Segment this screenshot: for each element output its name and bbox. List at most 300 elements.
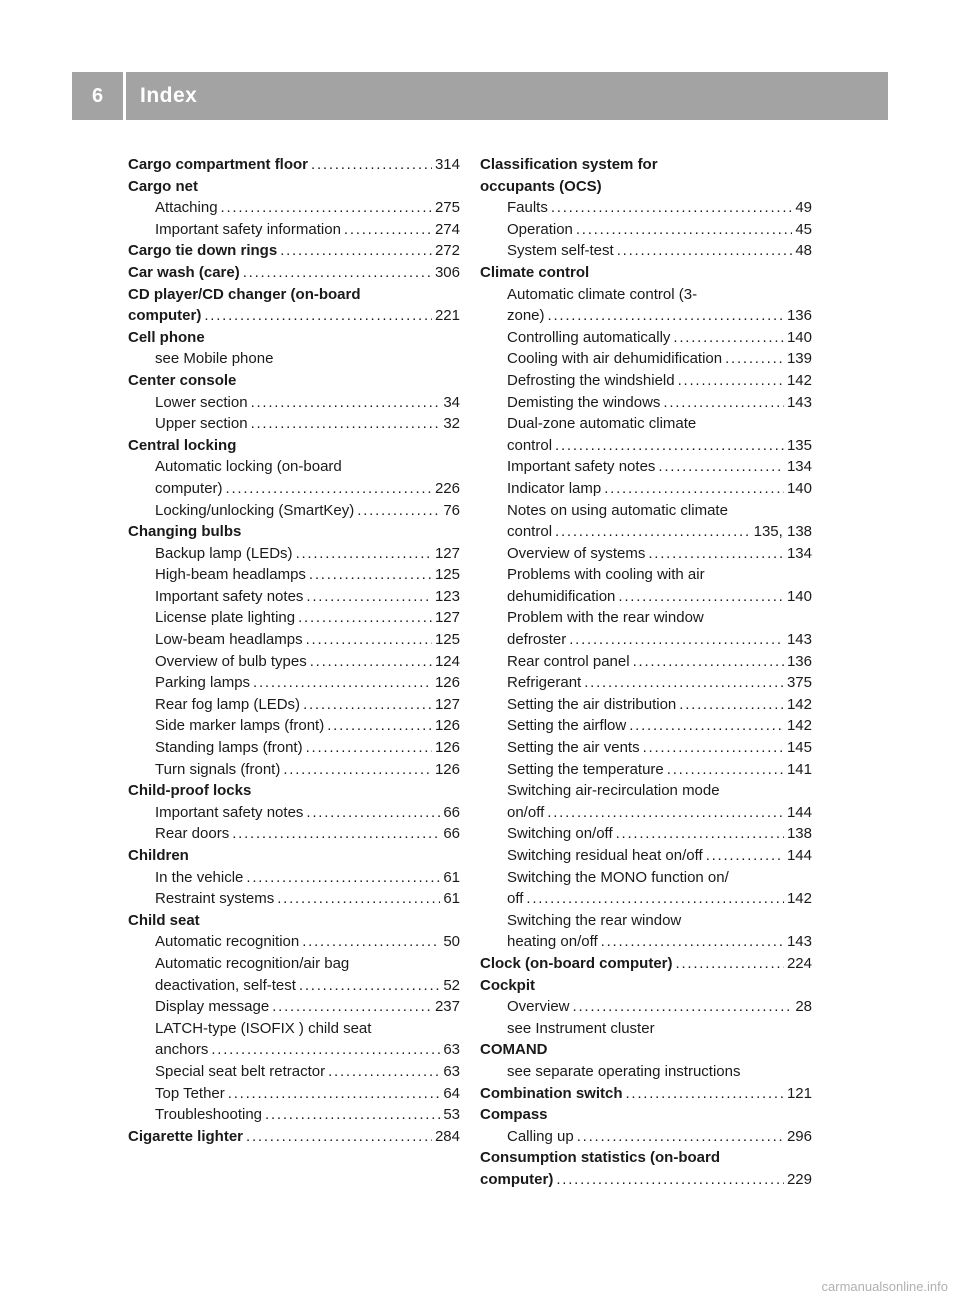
entry-text: Child-proof locks (128, 782, 252, 800)
leader-dots (555, 521, 751, 543)
entry-text: Defrosting the windshield (507, 371, 675, 389)
index-entry (480, 1039, 812, 1061)
entry-text: Upper section (155, 415, 248, 433)
index-subentry (128, 543, 460, 565)
entry-text: Display message (155, 998, 270, 1016)
leader-dots (576, 219, 792, 241)
leader-dots (311, 154, 432, 176)
leader-dots (243, 262, 432, 284)
index-subentry (480, 910, 812, 932)
page-reference: 145 (786, 739, 812, 757)
leader-dots (204, 305, 432, 327)
entry-text: see Mobile phone (155, 350, 274, 368)
leader-dots (309, 564, 432, 586)
entry-text: Car wash (care) (128, 263, 240, 281)
index-entry (128, 435, 460, 457)
leader-dots (616, 823, 784, 845)
index-subentry (128, 586, 460, 608)
index-subentry (480, 370, 812, 392)
index-subentry (128, 500, 460, 522)
page-reference: 221 (434, 307, 460, 325)
page-reference: 61 (443, 868, 460, 886)
page-reference: 61 (443, 890, 460, 908)
entry-text: anchors (155, 1041, 209, 1059)
page-reference: 143 (786, 933, 812, 951)
index-subentry (480, 1018, 812, 1040)
page-reference: 124 (434, 652, 460, 670)
leader-dots (246, 1126, 432, 1148)
entry-text: Turn signals (front) (155, 760, 281, 778)
leader-dots (547, 802, 784, 824)
leader-dots (618, 586, 784, 608)
entry-text: In the vehicle (155, 868, 244, 886)
entry-text: Standing lamps (front) (155, 739, 303, 757)
entry-text: occupants (OCS) (480, 177, 602, 195)
index-subentry (128, 737, 460, 759)
page-reference: 127 (434, 695, 460, 713)
entry-text: Compass (480, 1106, 548, 1124)
page-reference: 52 (443, 976, 460, 994)
leader-dots (228, 1083, 441, 1105)
index-entry (480, 1147, 812, 1169)
index-subentry (480, 456, 812, 478)
leader-dots (667, 759, 784, 781)
page-reference: 126 (434, 760, 460, 778)
page-reference: 134 (786, 458, 812, 476)
entry-text: Center console (128, 371, 237, 389)
index-subentry (128, 456, 460, 478)
index-entry (128, 370, 460, 392)
index-subentry (480, 564, 812, 586)
leader-dots (357, 500, 440, 522)
index-subentry (128, 694, 460, 716)
index-subentry (128, 564, 460, 586)
page-reference: 66 (443, 803, 460, 821)
index-subentry (480, 219, 812, 241)
entry-text: see separate operating instructions (507, 1062, 741, 1080)
index-entry (128, 176, 460, 198)
leader-dots (306, 737, 432, 759)
entry-text: Overview of systems (507, 544, 646, 562)
watermark: carmanualsonline.info (821, 1279, 948, 1294)
page-reference: 53 (443, 1106, 460, 1124)
index-subentry (480, 996, 812, 1018)
leader-dots (310, 651, 432, 673)
index-subentry (128, 197, 460, 219)
page-number: 6 (72, 72, 126, 120)
entry-text: Cargo compartment floor (128, 156, 309, 173)
leader-dots (526, 888, 784, 910)
page-reference: 136 (786, 307, 812, 325)
entry-text: Combination switch (480, 1084, 623, 1102)
leader-dots (246, 867, 440, 889)
page-reference: 274 (434, 220, 460, 238)
entry-text: Switching the rear window (507, 911, 682, 929)
page-reference: 139 (786, 350, 812, 368)
index-entry (480, 262, 812, 284)
entry-text: COMAND (480, 1041, 548, 1059)
index-column-left (128, 154, 460, 1147)
entry-text: Restraint systems (155, 890, 275, 908)
entry-text: Rear control panel (507, 652, 630, 670)
index-entry (128, 240, 460, 262)
entry-text: Overview (507, 998, 570, 1016)
page-reference: 142 (786, 717, 812, 735)
entry-text: Climate control (480, 263, 590, 281)
index-subentry (128, 953, 460, 975)
entry-text: Backup lamp (LEDs) (155, 544, 293, 562)
index-column-right (480, 154, 812, 1191)
entry-text: heating on/off (507, 933, 598, 951)
page-reference: 49 (795, 199, 812, 217)
page-reference: 143 (786, 393, 812, 411)
section-title: Index (140, 84, 198, 107)
index-entry (480, 1104, 812, 1126)
entry-text: Controlling automatically (507, 328, 671, 346)
entry-text: Automatic recognition (155, 933, 300, 951)
leader-dots (251, 413, 441, 435)
entry-text: Cooling with air dehumidification (507, 350, 723, 368)
page-reference: 296 (786, 1127, 812, 1145)
index-subentry (128, 1039, 460, 1061)
page-reference: 143 (786, 631, 812, 649)
index-entry (128, 262, 460, 284)
index-entry (128, 284, 460, 306)
entry-text: Side marker lamps (front) (155, 717, 325, 735)
index-subentry (480, 780, 812, 802)
leader-dots (551, 197, 792, 219)
page-reference: 229 (786, 1170, 812, 1188)
entry-text: Child seat (128, 911, 200, 929)
entry-text: dehumidification (507, 587, 616, 605)
leader-dots (629, 715, 784, 737)
index-subentry (128, 759, 460, 781)
page-reference: 34 (443, 393, 460, 411)
page-reference: 375 (786, 674, 812, 692)
entry-text: Setting the airflow (507, 717, 627, 735)
page-reference: 48 (795, 242, 812, 260)
index-subentry (480, 1126, 812, 1148)
leader-dots (643, 737, 784, 759)
index-subentry (128, 975, 460, 997)
entry-text: Lower section (155, 393, 248, 411)
page-reference: 142 (786, 371, 812, 389)
index-subentry (480, 629, 812, 651)
leader-dots (328, 1061, 440, 1083)
entry-text: Faults (507, 199, 548, 217)
leader-dots (658, 456, 784, 478)
index-subentry (480, 327, 812, 349)
entry-text: Switching air-recirculation mode (507, 782, 720, 800)
entry-text: Notes on using automatic climate (507, 501, 728, 519)
index-subentry (480, 500, 812, 522)
page-reference: 66 (443, 825, 460, 843)
page-reference: 127 (434, 544, 460, 562)
entry-text: Locking/unlocking (SmartKey) (155, 501, 355, 519)
index-subentry (480, 305, 812, 327)
page-reference: 50 (443, 933, 460, 951)
index-entry (480, 154, 812, 176)
entry-text: Automatic recognition/air bag (155, 954, 350, 972)
page-reference: 123 (434, 587, 460, 605)
index-subentry (480, 823, 812, 845)
page-reference: 64 (443, 1084, 460, 1102)
page-reference: 127 (434, 609, 460, 627)
leader-dots (221, 197, 432, 219)
index-entry (480, 1083, 812, 1105)
index-subentry (480, 240, 812, 262)
page-reference: 76 (443, 501, 460, 519)
entry-text: Switching the MONO function on/ (507, 868, 729, 886)
entry-text: deactivation, self-test (155, 976, 296, 994)
entry-text: Low-beam headlamps (155, 631, 303, 649)
entry-text: Classification system for (480, 156, 658, 173)
leader-dots (296, 543, 432, 565)
entry-text: CD player/CD changer (on-board (128, 285, 361, 303)
entry-text: System self-test (507, 242, 614, 260)
index-entry (128, 327, 460, 349)
leader-dots (251, 392, 441, 414)
index-entry (480, 1169, 812, 1191)
page-header (72, 72, 888, 120)
leader-dots (633, 651, 784, 673)
entry-text: Demisting the windows (507, 393, 661, 411)
index-subentry (480, 737, 812, 759)
page-reference: 138 (786, 825, 812, 843)
entry-text: computer) (128, 307, 202, 325)
leader-dots (676, 953, 784, 975)
leader-dots (211, 1039, 440, 1061)
leader-dots (706, 845, 784, 867)
entry-text: Troubleshooting (155, 1106, 263, 1124)
entry-text: Cargo tie down rings (128, 242, 278, 260)
page-reference: 144 (786, 847, 812, 864)
index-subentry (128, 607, 460, 629)
entry-text: control (507, 436, 553, 454)
entry-text: off (507, 890, 524, 908)
index-subentry (128, 651, 460, 673)
page-reference: 125 (434, 631, 460, 649)
index-subentry (480, 521, 812, 543)
index-subentry (480, 586, 812, 608)
leader-dots (253, 672, 432, 694)
index-subentry (128, 348, 460, 370)
index-entry (128, 845, 460, 867)
entry-text: Problems with cooling with air (507, 566, 705, 584)
entry-text: Setting the air distribution (507, 695, 677, 713)
index-subentry (480, 802, 812, 824)
index-subentry (480, 867, 812, 889)
index-entry (480, 176, 812, 198)
entry-text: Refrigerant (507, 674, 582, 692)
index-subentry (480, 931, 812, 953)
page-reference: 272 (434, 242, 460, 260)
entry-text: Attaching (155, 199, 218, 217)
leader-dots (306, 586, 432, 608)
leader-dots (344, 219, 432, 241)
page-reference: 142 (786, 695, 812, 713)
entry-text: Switching on/off (507, 825, 613, 843)
entry-text: Rear fog lamp (LEDs) (155, 695, 301, 713)
page-reference: 224 (786, 954, 812, 972)
entry-text: Consumption statistics (on-board (480, 1149, 720, 1167)
leader-dots (232, 823, 440, 845)
page-reference: 306 (434, 263, 460, 281)
index-subentry (480, 543, 812, 565)
index-subentry (480, 845, 812, 867)
leader-dots (277, 888, 440, 910)
leader-dots (663, 392, 784, 414)
leader-dots (725, 348, 784, 370)
page-reference: 126 (434, 674, 460, 692)
index-subentry (128, 823, 460, 845)
leader-dots (678, 370, 784, 392)
page-reference: 275 (434, 199, 460, 217)
page-reference: 142 (786, 890, 812, 908)
entry-text: Cigarette lighter (128, 1127, 244, 1145)
entry-text: computer) (480, 1170, 554, 1188)
leader-dots (306, 802, 440, 824)
index-entry (128, 780, 460, 802)
entry-text: Central locking (128, 436, 237, 454)
entry-text: Rear doors (155, 825, 230, 843)
index-subentry (128, 1018, 460, 1040)
leader-dots (555, 435, 784, 457)
index-subentry (128, 413, 460, 435)
entry-text: License plate lighting (155, 609, 296, 627)
page-reference: 136 (786, 652, 812, 670)
index-subentry (128, 392, 460, 414)
page-reference: 144 (786, 803, 812, 821)
entry-text: Cell phone (128, 328, 205, 346)
leader-dots (327, 715, 432, 737)
leader-dots (283, 759, 432, 781)
page-reference: 126 (434, 739, 460, 757)
entry-text: Important safety notes (155, 587, 304, 605)
leader-dots (569, 629, 784, 651)
page-reference: 140 (786, 587, 812, 605)
index-subentry (128, 931, 460, 953)
page-reference: 63 (443, 1062, 460, 1080)
page-reference: 126 (434, 717, 460, 735)
entry-text: computer) (155, 479, 223, 497)
entry-text: Important safety information (155, 220, 341, 238)
entry-text: Overview of bulb types (155, 652, 307, 670)
entry-text: Clock (on-board computer) (480, 954, 673, 972)
entry-text: control (507, 523, 553, 541)
leader-dots (679, 694, 784, 716)
index-entry (480, 953, 812, 975)
leader-dots (626, 1083, 784, 1105)
leader-dots (306, 629, 432, 651)
page-reference: 140 (786, 479, 812, 497)
page-reference: 226 (434, 479, 460, 497)
entry-text: Setting the temperature (507, 760, 664, 778)
page-reference: 135 (786, 436, 812, 454)
index-subentry (128, 1104, 460, 1126)
index-subentry (480, 392, 812, 414)
entry-text: Changing bulbs (128, 523, 242, 541)
page-reference: 32 (443, 415, 460, 433)
page-reference: 284 (434, 1127, 460, 1145)
entry-text: zone) (507, 307, 545, 325)
leader-dots (302, 931, 440, 953)
leader-dots (226, 478, 432, 500)
index-subentry (128, 802, 460, 824)
page-reference: 314 (434, 156, 460, 173)
index-subentry (480, 759, 812, 781)
page-reference: 140 (786, 328, 812, 346)
index-entry (128, 1126, 460, 1148)
leader-dots (548, 305, 784, 327)
leader-dots (298, 607, 432, 629)
index-subentry (480, 197, 812, 219)
entry-text: Setting the air vents (507, 739, 640, 757)
entry-text: Dual-zone automatic climate (507, 415, 697, 433)
index-subentry (128, 629, 460, 651)
entry-text: Important safety notes (155, 803, 304, 821)
entry-text: LATCH-type (ISOFIX ) child seat (155, 1019, 372, 1037)
index-subentry (128, 888, 460, 910)
index-subentry (480, 672, 812, 694)
entry-text: Automatic climate control (3- (507, 285, 698, 303)
page-reference: 237 (434, 998, 460, 1016)
entry-text: Indicator lamp (507, 479, 602, 497)
page-reference: 125 (434, 566, 460, 584)
index-entry (128, 910, 460, 932)
index-subentry (128, 1083, 460, 1105)
index-subentry (480, 435, 812, 457)
entry-text: Switching residual heat on/off (507, 847, 703, 864)
entry-text: Problem with the rear window (507, 609, 704, 627)
leader-dots (604, 478, 784, 500)
entry-text: see Instrument cluster (507, 1019, 655, 1037)
index-subentry (480, 348, 812, 370)
entry-text: Operation (507, 220, 573, 238)
index-subentry (128, 219, 460, 241)
entry-text: Cargo net (128, 177, 199, 195)
leader-dots (648, 543, 784, 565)
entry-text: Cockpit (480, 976, 536, 994)
entry-text: Important safety notes (507, 458, 656, 476)
page-reference: 121 (786, 1084, 812, 1102)
index-subentry (128, 996, 460, 1018)
index-subentry (480, 715, 812, 737)
leader-dots (577, 1126, 784, 1148)
entry-text: Automatic locking (on-board (155, 458, 342, 476)
entry-text: Parking lamps (155, 674, 251, 692)
leader-dots (584, 672, 784, 694)
page-reference: 28 (795, 998, 812, 1016)
leader-dots (617, 240, 793, 262)
index-subentry (480, 888, 812, 910)
index-subentry (480, 1061, 812, 1083)
entry-text: on/off (507, 803, 545, 821)
index-subentry (128, 672, 460, 694)
leader-dots (573, 996, 793, 1018)
index-subentry (480, 607, 812, 629)
entry-text: Top Tether (155, 1084, 225, 1102)
index-subentry (480, 478, 812, 500)
index-subentry (128, 715, 460, 737)
index-subentry (480, 651, 812, 673)
leader-dots (601, 931, 784, 953)
leader-dots (280, 240, 432, 262)
index-entry (480, 975, 812, 997)
entry-text: defroster (507, 631, 567, 649)
leader-dots (299, 975, 440, 997)
page-reference: 45 (795, 220, 812, 238)
